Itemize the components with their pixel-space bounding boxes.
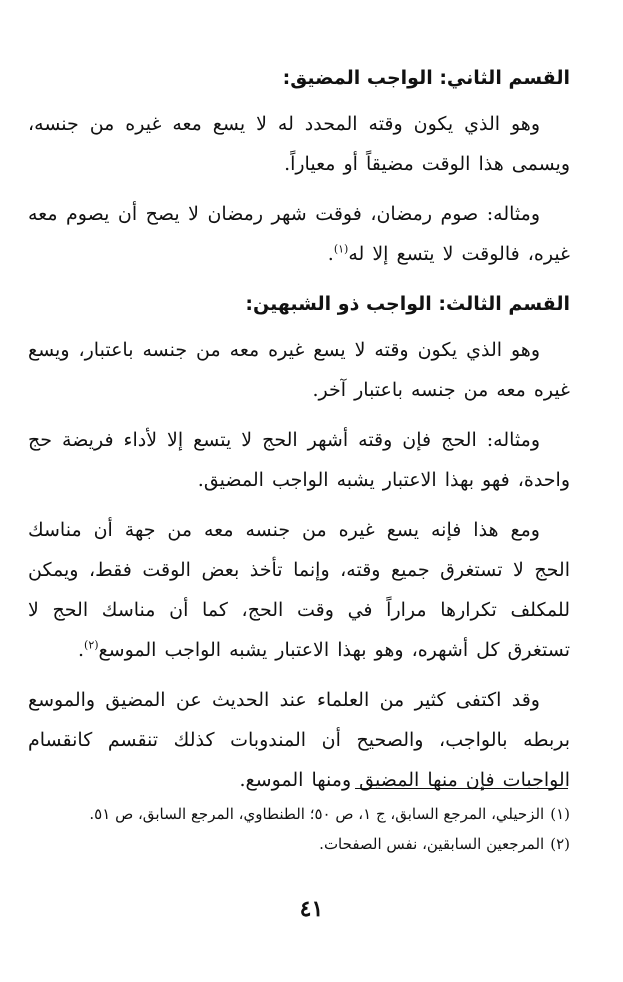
sentence-end: .: [327, 243, 334, 265]
closing-paragraph: وقد اكتفى كثير من العلماء عند الحديث عن المضيق والموسع بربطه بالواجب، والصحيح أن المندوبات كذلك تنقسم كانقسام الواجبات فإن منها المضيق ومنها الموسع.: [28, 689, 570, 791]
page-body: [28, 58, 570, 810]
definition-paragraph: وهو الذي يكون وقته لا يسع غيره معه من جنسه باعتبار، ويسع غيره معه من جنسه باعتبار آخر.: [28, 339, 570, 401]
detail-paragraph: [28, 510, 570, 670]
footnote-ref-1: (١): [333, 242, 349, 256]
example-paragraph: [28, 194, 570, 274]
page-number: ٤١: [299, 896, 324, 922]
footnote-text: الزحيلي، المرجع السابق، ج ١، ص ٥٠؛ الطنطاوي، المرجع السابق، ص ٥١.: [89, 805, 545, 823]
footnote: [28, 830, 570, 858]
example-text: ومثاله: صوم رمضان، فوقت شهر رمضان لا يصح أن يصوم معه غيره، فالوقت لا يتسع إلا له: [28, 203, 570, 265]
section-heading-3: القسم الثالث: الواجب ذو الشبهين:: [245, 293, 570, 315]
sentence-end: .: [77, 639, 85, 661]
section-heading-2: القسم الثاني: الواجب المضيق:: [282, 67, 570, 89]
example-paragraph: ومثاله: الحج فإن وقته أشهر الحج لا يتسع إلا لأداء فريضة حج واحدة، فهو بهذا الاعتبار يشبه الواجب المضيق.: [28, 429, 570, 491]
footnote-number: (٢): [550, 835, 570, 853]
footnote-text: المرجعين السابقين، نفس الصفحات.: [319, 835, 545, 853]
footnotes: [28, 800, 570, 860]
footnote-number: (١): [550, 805, 570, 823]
definition-paragraph: وهو الذي يكون وقته المحدد له لا يسع معه غيره من جنسه، ويسمى هذا الوقت مضيقاً أو معياراً.: [28, 113, 570, 175]
detail-text: ومع هذا فإنه يسع غيره من جنسه معه من جهة أن مناسك الحج لا تستغرق جميع وقته، وإنما تأخذ بعض الوقت فقط، ويمكن للمكلف تكرارها مراراً في وقت الحج، كما أن مناسك الحج لا تستغرق كل أشهره، وهو بهذا الاعتبار يشبه الواجب الموسع: [28, 519, 570, 661]
footnote: [28, 800, 570, 828]
footnote-divider: [355, 788, 568, 789]
footnote-ref-2: (٢): [84, 638, 99, 652]
